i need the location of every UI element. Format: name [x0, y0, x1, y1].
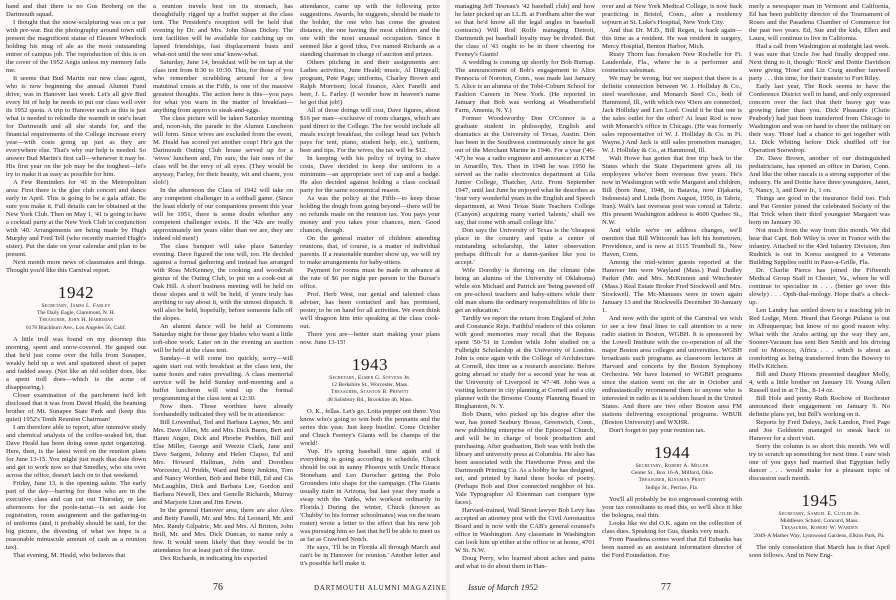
class-year-heading: 1943	[352, 355, 388, 374]
article-paragraph: Sunday—it will come too quickly, sorry—will again start out with breakfast at the class tent, the same hours and rates prevailing. A class memorial service will be held Sunday mid-morning and a buffet luncheon will wind up the formal programming at the class tent at 12:30.	[153, 355, 293, 402]
article-paragraph: There you are—better start making your plans now. June 13-15!	[300, 331, 440, 346]
article-paragraph: O. K., fellas. Let's go. Lotta pepper out there. You know who's going to win both the pennants and the series this year. Just keep bustlin'. Come October and Chuck Feeney's Giants will be champs of the world!	[300, 407, 440, 447]
article-paragraph: All of those doings will cost, Dave figures, about $16 per man—exclusive of room charges, which are paid direct to the College. The fee would include all meals except breakfast, the college head tax (which pays for tent, piano, student help, etc.), uniform, beer and tips. For the wives, the tax will be $12.	[300, 107, 440, 154]
article-paragraph: a reunion travels best on its stomach, has thoughtfully rigged up a buffet supper at the class tent. The President's reception will be held that evening by Dr. and Mrs. John Sloan Dickey. The tent facilities will be available for catching up on lapsed friendships, fast displacement busts and what-not until the wee sma' know-what.	[153, 3, 293, 58]
article-paragraph: Early last year, The Rock seems to have the Conference District well in hand, and only expressed concern over the fact that their heavy guy was growing fatter than you. Dick Pleasants (Clutie Peabody) had just been transferred from Chicago to Washington and was on hand to cheer the military on their way. 'Hose' had a chance to get together with Lt. Dick Whiting before Dick shuffled off for Operation Snowdrop.	[749, 83, 890, 154]
article-paragraph: Had a call from Washington at midnight last week. I was sure that Uncle Joe had finally dropped one. Next thing to it, though: 'Rock' and Dottie Davidson were giving 'Hose' and Liz Craig another farewell party . . . this time, for their transfer to Fort Riley.	[749, 43, 890, 82]
article-paragraph: And now with the spirit of the Carnival we wish to see a few final lines to call attention to a new radio station in Boston, WGBH. It is sponsored by the Lowell Institute with the co-operation of all the major Boston area colleges and universities. WGBH broadcasts such programs as classroom lectures at Harvard and concerts by the Boston Symphony Orchestra. We have listened to WGBH programs since the station went on the air in October and enthusiastically recommend them to anyone who is interested in radio as it is seldom heard in the United States. And there are two other Boston area FM stations delivering exceptional programs. WBUR (Boston University) and WXHR.	[602, 315, 742, 426]
article-paragraph: The class picture will be taken Saturday morning and, noon-ish, the parade to the Alumni Luncheon will form. Since wives are excluded from the event, M. Heald has scored yet another coup! He's got the Dartmouth Outing Club house served up for a 'wives' luncheon and, I'm sure, the fair ones of the class will be the envy of all eyes. (They would be anyway, Farley, for their beauty, wit and charm, you slob!)	[153, 115, 293, 186]
magazine-title: DARTMOUTH ALUMNI MAGAZINE	[314, 584, 447, 592]
officer-address: Center St., Box 16-A, Milford, Ohio	[631, 470, 713, 477]
class-section-header	[300, 355, 440, 404]
article-paragraph: A wedding is coming up shortly for Bob Burnap. The announcement of Bob's engagement to Alice Pennocia of Noroton, Conn., was made last January 5. Alice is an alumna of the Tobé-Coburn School for Fashion Careers in New York. (He reported in January that Bob was working at Weathersfield Farm, Amenia, N. Y.)	[455, 59, 595, 114]
article-paragraph: The class banquet will take place Saturday evening. Dave figured the one will, too. He decided against a formal gathering and instead has arranged with Ross McKenney, the cooking and woodcraft genius of the Outing Club, to put on a cook-out at Oak Hill. A short business meeting will be held on those slopes and it will be held, if yours truly has anything to say about it, with the utmost dispatch. It will also be held, hopefully, before someone falls off the slopes.	[153, 243, 293, 322]
officer-line: Secretary, James L. Farley	[41, 303, 111, 309]
article-paragraph: The only consolation that March has is that April soon follows. And in New Eng-	[749, 543, 890, 559]
article-paragraph: Closer examination of the parchment he'd left disclosed that it was from David Heald, the beaming brother of Mt. Sunapee State Park and (keep this quiet) 1952's Tenth Reunion Chairman!	[6, 391, 146, 423]
issue-date: Issue of March 1952	[468, 582, 538, 592]
article-paragraph: Doug Perry, who learned about aches and pains and what to do about them in Han-	[455, 555, 595, 570]
article-paragraph: Bill Lowenthal, Ted and Barbara Laynes, Mr. and Mrs. Dave Allen, Mr. and Mrs. Dick Burns, Bert and Hanni Anger, Dick and Phoebe Peebles, Bill and Else Miller, George and Weezie Clark, Jane and Dave Sargent, Johnny and Helen Clapso, Ed and Mrs. Howard Hallman, John and Dorothea Worcester, Al Pridds, Ward and Betty Jenkins, Tom and Nancy Worthen, Bob and Bebe Hill, Ed and Cis McLaughlin, Dick and Barbara Lee, Gordon and Barbara Newell, Dex and Genelle Richards, Murray and Marjorie Linn and Jim Erwin.	[153, 419, 293, 506]
class-year-heading: 1945	[801, 491, 838, 510]
article-paragraph: Dex Richards, in indicating his expected	[160, 555, 267, 562]
article-paragraph: And while we're on address changes, we'll mention that Bill Whitcomb has left his hometown, Providence, and is now at 3115 Trumbull St., New Haven, Conn.	[602, 227, 742, 258]
officer-line: Treasurer, Kingman Pratt	[638, 477, 706, 484]
article-paragraph: attendance, came up with the following prize suggestions. Awards, he suggests, should be made to the bolder, the one who has come the greatest distance, the one having the most children and the one with the most unusual occupation. Since it seemed like a good idea, I've named Richards as a standing chairman in charge of auction and prizes.	[300, 3, 440, 58]
page-footer	[0, 580, 896, 596]
article-paragraph: In the general Hanover area, there are also Alex and Betty Fanelli, Mr. and Mrs. Ed Leonard, Mr. and Mrs. Randy Gilpatric, Mr. and Mrs. Al Britton, John Brill, Mr. and Mrs. Dick Duncan, to name only a few. It would seem likely that they would be in attendance for at least part of the time.	[153, 507, 293, 554]
class-section-header	[749, 491, 890, 540]
class-year-heading: 1944	[654, 443, 690, 462]
article-paragraph: Not much from the way from this month. We did hear that Capt. Bob Wiley is over in France with the infantry. Attached to the 43rd Infantry Division, Jim Rudnick is out in Korea assigned to a Veterans Building Supplies outfit in Paso-a-Grille, Fla.	[749, 227, 890, 266]
article-paragraph: Saturday, June 14, breakfast will be on tap at the class tent from 8:30 to 10:30. This, for those of you who remember scrabbling around for a few matutinal crusts at the Fifth, is one of the massive greatest thoughts. The action here is this—you pays for what you warn in the matter of breakfast—anything from approx to steak-and-eggs.	[153, 59, 293, 114]
article-paragraph: And that Dr. M.D., Bill Regen, is back again—this time as a resident. He was resident in surgery, Mercy Hospital, Benton Harbor, Mich.	[602, 27, 742, 50]
page-number-right: 77	[661, 582, 671, 593]
article-paragraph: An alumni dance will be held at Commons Saturday night for those gay blades who want a little soft-shoe work. Later on in the evening an auction will be held at the class tent.	[153, 323, 293, 354]
article-paragraph: over and at New York Medical College, is now back practicing in Bristol, Conn., after a residency sojourn at St. Luke's Hospital, New York City.	[602, 3, 742, 26]
article-paragraph: Looks like we did O.K. again on the collection of class dues. Speaking for Gus, thanks very much.	[602, 519, 742, 535]
article-paragraph: Harvard-trained, Wall Street lawyer Bob Levy has accepted an attorney post with the Civil Aeronautics Board and is now with the CAB's general counsel's office in Washington. Any classmate in Washington can look him up either at the office or at home, 4701 W St. N.W.	[455, 507, 595, 554]
article-paragraph: Others pitching in and their assignments are: Ladies activities, June Heald; music, Al Dingwall; program, Pete Page; uniforms, Charley Brown and Ralph Morrison; local finance, Alex Fanelli and beer, J. L. Farley. (I wonder how in heaven's name he got that job!)	[300, 59, 440, 106]
article-paragraph: Don't forget to pay your reunion tax.	[609, 427, 706, 434]
officer-line: Treasurer, Stanton B. Prewitt	[330, 389, 410, 396]
article-paragraph: Len Landry has settled down to a teaching job in Red Lodge, Mont. Heard that George Pulaise is out in Albuquerque; but know of no good reason why. What with the Arabs acting up the way they are, Sooner-Vacuum has sent Ben Smith and his driving rod to Morocco, Africa . . . which is about as comforting as being transferred from the Bowery to Hell's Kitchen.	[749, 307, 890, 370]
column-4	[455, 3, 595, 577]
article-paragraph: I am therefore able to report, after intensive study and chemical analysis of the coffee-soaked bit, that Dave Heald has been doing some quiet organizing. Here, then, is the latest word on the reunion plans for June 13-15. You might just mark that date down and get to work now so that Smedley, who sits over across the office, doesn't latch on to that weekend.	[6, 423, 146, 479]
article-paragraph: Rusty Thorn has forsaken New Rochelle for Ft. Lauderdale, Fla., where he is a performer and cosmetics salesman.	[602, 51, 742, 74]
article-paragraph: Bill Hole and pretty Ruth Rochow of Rochester announced their engagement on January 9. No definite plans yet, but Bill's working on it.	[749, 395, 890, 418]
article-paragraph: A Few Reminders for '41 in the Metropolitan area: First there is the glee club concert and dance early in April. This is going to be a gala affair. Be sure you make it. Full details can be obtained at the New York Club. Then on May 1, '41 is going to have a cocktail party at the New York Club in conjunction with '40. Arrangements are being made by Hugh Murphy and Fred Tell (who recently married Hugh's sister). Put the date on your calendar and plan to be present.	[6, 179, 146, 258]
officer-line: Treasurer, Robert W. Warden	[781, 525, 858, 532]
page-number-left: 76	[213, 582, 223, 593]
article-paragraph: On the general matter of children attending reunions, that, of course, is a matter of individual parents. If a reasonable number show up, we will try to make arrangements for baby-sitters.	[300, 235, 440, 266]
article-paragraph: managing Jeff Tesreau's '42 baseball club) and how he later picked up an LL.B. at Fordham after the war so that he'd know all the legal angles in baseball contracts) Will Rod Rolfe managing Detroit, Dartmouth psi baseball loyalty may be divided. But the class of '43 ought to be in there cheering for Feeney's Giants!	[455, 3, 595, 58]
column-2	[153, 3, 293, 577]
article-paragraph: Yup. It's spring baseball time again and if everything is going according to schedule, Chuck should be out in sunny Phoenix with Uncle Horace Stoneham and Leo Durocher getting the Polo Grounders into shape for the campaign. (The Giants usually train in Arizona, but last year they made a swap with the Yanks, who workout ordinarily in Florida.) During the winter, Chuck (known as 'Chubby' to his former schoolmates) was on the team roster) wrote a letter to the effect that his new job was pursuing him so fast that he'll be able to meet us as far as Crawford Notch.	[300, 447, 440, 543]
officer-address: Middlesex School, Concord, Mass.	[780, 518, 859, 525]
article-paragraph: merly a newspaper man in Vermont and California, Ed has been publicity director of the Tournament of Roses and the Pasadena Chamber of Commerce for the past two years. Ed, Sue and the kids, Ellen and Laura, will continue to live in California.	[749, 3, 890, 42]
officer-address: The Daily Eagle, Claremont, N. H.	[36, 310, 116, 317]
article-paragraph: In keeping with his policy of trying to shave costs, Dave decided to keep the uniform to a minimum—an appropriate sort of cap and a badge. He also decided against holding a class cocktail party for the same economical reason.	[300, 155, 440, 194]
article-paragraph: Don says the University of Texas is the 'cheapest place in the country and quite a center of outstanding scholarship, the latter observation perhaps difficult for a damn-yankee like you to accept.'	[455, 227, 595, 266]
article-paragraph: Next month more news of classmates and things. Thought you'd like this Carnival report.	[6, 259, 146, 274]
article-paragraph: A little troll was found on my doorstep this morning, spent and snow-covered. He gasped out that he'd just come over the hills from Sunapee, weakly held up a wet and spattered sheet of paper and fadded away. (Not like an old soldier does, like a spent troll does—which is the acme of disappearing.)	[6, 335, 146, 391]
article-paragraph: Among the mid-winter guests reported at the Hanover Inn were Wayland (Mass.) Paul Dudley Parker (Mr. and Mrs. McKinnon and Winchester (Mass.) Real Estate Broker Fred Stockwell and Mrs. Stockwell. The Mc-Manuses were in town again January 13 and the Stockwells December 30-January 1.	[602, 259, 742, 314]
officer-address: 2049-A Mather Way, Lynnwood Gardens, Elkins Park, Pa.	[754, 532, 885, 539]
officer-address: 48 Salisbury Rd., Brookline 46, Mass.	[327, 396, 413, 403]
page-gutter	[446, 0, 450, 600]
article-paragraph: We may be wrong, but we suspect that there is a definite connection between W. J. Holliday & Co., steel warehouse, and Monarch Steel Co., both of Hammond, Ill., with which two '43ers are connected, Jack Holliday and Len Lord. Could it be that one is the sales outlet for the other? At least Rod is now with Monarch's office in Chicago. (He was formerly sales representative of W. J. Holliday & Co. in Ft. Wayne.) And Jack is still sales promotion manager, W. J. Holliday & Co., at Hammond, Ill.	[602, 75, 742, 154]
article-paragraph: Dr. Charlie Pierce has joined the Fifteenth Medical Group Staff in Chester, Va., where he will continue to specialize in . . . (better go over this slowly) . . . Opth-thal-mology. Hope that's a check-up.	[749, 267, 890, 306]
article-paragraph: From Pasadena comes word that Ed Eubanks has been named as an assistant information director of the Ford Foundation. For-	[602, 535, 742, 559]
article-paragraph: Reports by Fred Daleys, Jack Landon, Fred Page and Joe Goldstein managed to sneak back to Hanover for a short visit.	[749, 419, 890, 442]
article-paragraph: Now then. Those worthies have already forehandedly indicated they will be in attendance:	[153, 403, 293, 418]
article-paragraph: It seems that Bud Martin our new class agent, who is now beginning the annual Alumni Fund drive, was in Hanover last week. Let's all give Bud every bit of help he needs to put our class well over its 1952 quota. A trip to Hanover such as this is just what is needed to rekindle the warmth in one's heart for Dartmouth and all she stands for, and the financial requirements of the College increase every year—with costs going up just as they are everywhere else. That's why our help is needed. So answer Bud Martin's first call—whenever it may be. His first year on the job may be the toughest—let's try to make it as easy as possible for him.	[6, 75, 146, 178]
article-paragraph: Friday, June 13, is the opening salute. The early part of the day—barring for those who are in the executive class and can cut out Thursday, or late afternoons for the poole-tariat—is set aside for registration, room assignment and the gathering-in of uniforms (and, it probably should be said, for the big picture, the divesting of what we hope is a reasonable minuscule amount of cash as a reunion tax).	[6, 479, 146, 551]
article-paragraph: hand and that there is no Gus Broberg on the Dartmouth squad.	[6, 3, 146, 18]
article-paragraph: Walt Howe has gotten that free trip back to the States which the State Department gives all its employees who've been overseas five years. He's now in Washington with wife Margaret and children, Bill (born June, 1948, in Batavia, now Djakarta, Indonesia) and Linda (born August, 1950, in Tabriz, Iran). Walt's last overseas post was consul at Tabriz. His present Washington address is 4600 Quebec St., N.W.	[602, 155, 742, 226]
article-paragraph: As was the policy at the Fifth—to keep those holding the dough from going beyond—there will be no refunds made on the reunion tax. You pays your money and you takes your chances, men. Good chances, though.	[300, 195, 440, 234]
article-paragraph: You'll all probably be too engrossed conning with your tax consultants to read this, so we'll slice it like the bologna, real thin.	[602, 495, 742, 519]
article-paragraph: Payment for rooms must be made in advance at the rate of $6 per night per person to the Bursar's office.	[300, 267, 440, 290]
article-paragraph: I thought that the snow-sculpturing was on a par with pre-war. But the photography around town still present the magnificent statue of Eleanor Wheelock holding his mug of ale as the most outstanding entree of campus job. The reproduction of this is on the cover of the 1952 Aegis unless my memory fails me.	[6, 19, 146, 74]
officer-address: 6178 Blackburn Ave., Los Angeles 56, Calif.	[25, 324, 127, 331]
column-3	[300, 3, 440, 577]
column-6	[749, 3, 890, 577]
officer-line: Secretary, Elmer G. Stevens Jr.	[329, 375, 411, 381]
article-paragraph: He says, 'I'll be in Florida all through March and can't be in Hanover for reunion.' Another letter and it's possible he'll make it.	[300, 543, 440, 567]
article-paragraph: Sorry the column is so short this month. We will try to scratch up something for next time. I sure wish one of you guys had married that Egyptian belly dancer . . . would make for a pleasant topic of discussion each month.	[749, 443, 890, 482]
class-year-heading: 1942	[58, 283, 94, 302]
article-paragraph: Dr. Dave Brown, another of our distinguished pediatricians, has opened an office in Darien, Conn. And like the other rascals is a strong supporter of the industry. He and Dottie have three youngsters, Janet, 5, Nancy, 3, and Dave Jr., 1 on.	[749, 155, 890, 194]
officer-line: Secretary, Robert A. Miller	[635, 463, 709, 469]
article-paragraph: Bob Dunn, who picked up his degree after the war, has joined Seabury House, Greenwich, Conn., new publishing enterprise of the Episcopal Church, and will be in charge of book production and purchasing. After graduation, Bob was with both the library and university press at Columbia. He also has been associated with the Hawthorne Press and the Dartmouth Printing Co. As a hobby he has designed, set, and printed by hand three books of poetry. (Perhaps Bob and Don connected neighbor of his. Yale Typographer Al Eisenman can compare type faces).	[455, 411, 595, 506]
class-section-header	[602, 443, 742, 492]
article-paragraph: That evening, M. Heald, who believes that	[13, 551, 126, 559]
class-section-header	[6, 283, 146, 332]
article-paragraph: Tardily we report the return from England of John and Constance Rejn. Faithful readers of this column with good memories may recall that the Repaus spent '50-'51 in London while John studied on a Fulbright Scholarship at the University of London. John is once again with the College of Architecture at Cornell, this time as a research associate. Before going abroad to study for a second year he was at the University of Liverpool in '47-'48. John was a visiting lecturer in city planning at Cornell and a city planner with the Broome County Planning Board in Binghamton, N. Y.	[455, 315, 595, 410]
article-paragraph: In the afternoon the Class of 1942 will take on any competent challenger in a softball game. (Since the least elderly of our companions present this year will be 1951, there is some doubt whether any competent challenger exists. If the '42s are really approximately ten years older than we are, they are indeed old men!)	[153, 187, 293, 242]
column-5	[602, 3, 742, 577]
article-paragraph: Things are good in the insurance field too. Fish and Pat Grenier joined the celebrated Society of the Hat Trick when their third youngster Margaret was born on January 30.	[749, 195, 890, 226]
article-paragraph: Former Woodsworthy Don O'Connor is a graduate student in philosophy, English and dramatics at the University of Texas, Austin. Don has been in the Southwest continuously since he got out of the Merchant Marine in 1946. For a year ('46-'47) he was a radio engineer and announcer at KTM in Amarillo, Tex. Then in 1948 he was 1950 he served as the radio electronics department at Gila Junior College, Thatcher, Ariz. From September 1947, until last June he enjoyed what he describes as 'four very wonderful years in the English and Speech department, at West Texas State Teachers College (Canyon) acquiring many varied 'talents,' shall we say, that come with small college life.'	[455, 115, 595, 226]
article-paragraph: Prof. Herb West, our genial and talented class adviser, has been contacted and has promised, pester, to be on hand for all activities. We even think we'll dragoon him into speaking at the class cook-out.	[300, 291, 440, 330]
officer-line: Secretary, Samuel E. Cutler Jr.	[778, 511, 861, 517]
officer-line: Treasurer, John H. Harriman	[38, 317, 114, 324]
article-paragraph: Bill and Dusty Hirons presented daughter Molly, 4, with a little brother on January 19. Young Allen Russell tied in at 7 lbs., 8-14 oz.	[749, 371, 890, 394]
officer-address: Indigo St., Perrine, Fla.	[645, 484, 699, 491]
officer-address: 12 Berkshire St., Worcester, Mass.	[331, 382, 409, 389]
column-1	[6, 3, 146, 577]
article-paragraph: Wife Dorothy is thriving on the climate (she being an alumna of the University of Oklahoma) while son Michael and Patrick are 'being pawned off on pre-school teachers and baby-sitters while their old man shuns the ordinary responsibilities of life to get an education.'	[455, 267, 595, 314]
